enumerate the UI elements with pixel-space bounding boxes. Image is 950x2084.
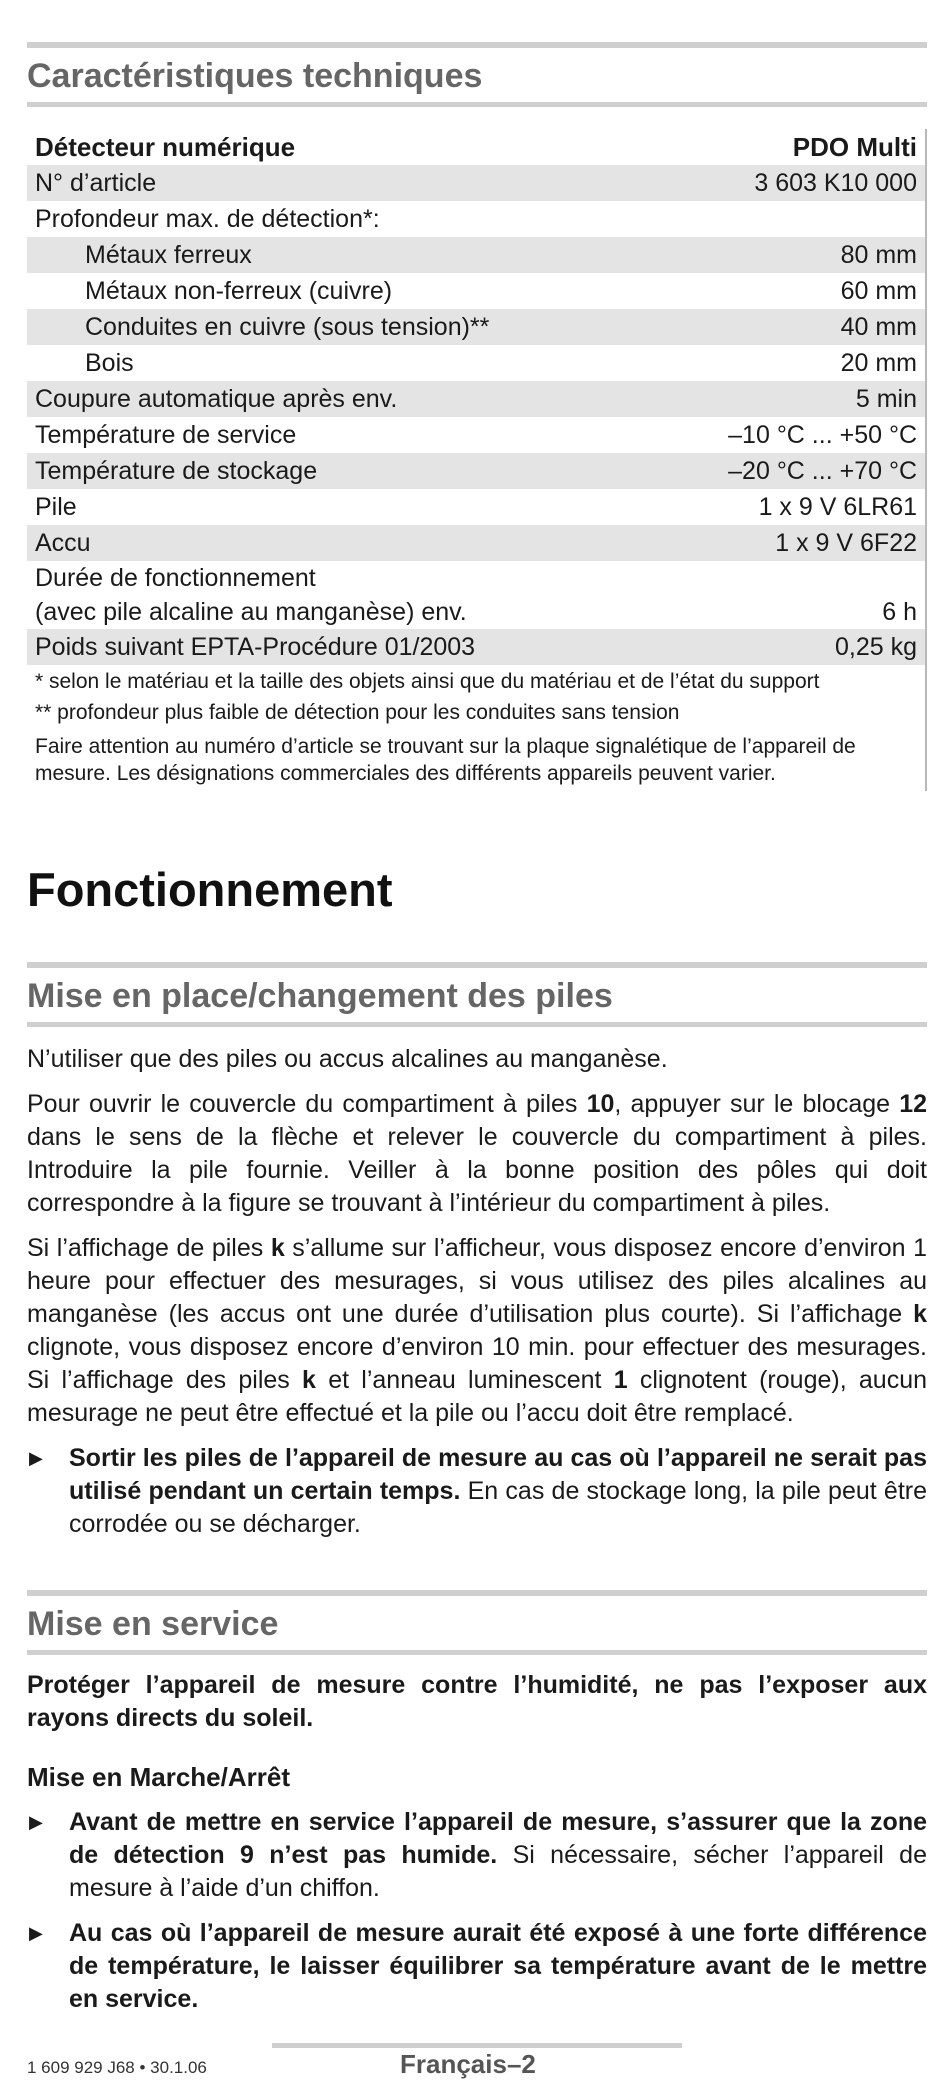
batteries-bullet <box>27 1442 927 1541</box>
spec-row <box>27 381 925 417</box>
footer-code: 1 609 929 J68 • 30.1.06 <box>27 2058 207 2077</box>
spec-row <box>27 237 925 273</box>
spec-row <box>27 165 925 201</box>
spec-row <box>27 629 925 665</box>
spec-label: Profondeur max. de détection*: <box>35 205 380 233</box>
spec-label: Conduites en cuivre (sous tension)** <box>85 313 490 341</box>
batteries-paragraph-2: Pour ouvrir le couvercle du compartiment à piles 10, appuyer sur le blocage 12 dans le sens de la flèche et relever le couvercle du compartiment à piles. Introduire la pile fournie. Veiller à la bonne position des pôles qui doit correspondre à la figure se trouvant à l’intérieur du compartiment à piles. <box>27 1090 927 1217</box>
spec-value: 80 mm <box>840 241 917 269</box>
spec-label: Métaux ferreux <box>85 241 252 269</box>
spec-value: 1 x 9 V 6LR61 <box>758 493 917 521</box>
spec-label: Bois <box>85 349 134 377</box>
spec-row <box>27 489 925 525</box>
batteries-paragraph-1: N’utiliser que des piles ou accus alcalines au manganèse. <box>27 1045 668 1073</box>
spec-header-label: Détecteur numérique <box>35 132 296 162</box>
footer-page-label: Français–2 <box>400 2049 536 2079</box>
batteries-section <box>27 962 927 1553</box>
bullet-arrow-icon: ▶ <box>29 1812 43 1832</box>
spec-header-value: PDO Multi <box>792 132 917 162</box>
section-rule-bottom <box>27 102 927 107</box>
spec-label: Métaux non-ferreux (cuivre) <box>85 277 393 305</box>
spec-value: –20 °C ... +70 °C <box>728 457 917 485</box>
spec-row <box>27 309 925 345</box>
spec-table <box>27 129 927 791</box>
spec-header-row <box>27 129 925 165</box>
spec-row <box>27 417 925 453</box>
service-bullet-1 <box>27 1806 927 1905</box>
footnote-2: ** profondeur plus faible de détection pour les conduites sans tension <box>35 701 680 724</box>
spec-label: Poids suivant EPTA-Procédure 01/2003 <box>35 633 476 661</box>
bullet-text: Au cas où l’appareil de mesure aurait été exposé à une forte différence de température, le laisser équilibrer sa température avant de le mettre en service. <box>69 1919 927 2013</box>
service-title: Mise en service <box>27 1605 279 1643</box>
spec-value: 3 603 K10 000 <box>754 169 917 197</box>
spec-row <box>27 345 925 381</box>
tech-section-title: Caractéristiques techniques <box>27 57 483 95</box>
batteries-title: Mise en place/changement des piles <box>27 977 613 1015</box>
spec-value: 40 mm <box>840 313 917 341</box>
spec-label-line2: (avec pile alcaline au manganèse) env. <box>35 598 467 626</box>
batteries-paragraph-3: Si l’affichage de piles k s’allume sur l’afficheur, vous disposez encore d’environ 1 heure pour effectuer des mesurages, si vous utilisez des piles alcalines au manganèse (les accus ont une durée d’utilisation plus courte). Si l’affichage k clignote, vous disposez encore d’environ 10 min. pour effectuer des mesurages. Si l’affichage des piles k et l’anneau luminescent 1 clignotent (rouge), aucun mesurage ne peut être effectué et la pile ou l’accu doit être remplacé. <box>27 1234 928 1427</box>
footnote-1: * selon le matériau et la taille des objets ainsi que du matériau et de l’état du support <box>35 670 820 693</box>
bullet-arrow-icon: ▶ <box>29 1923 43 1943</box>
tech-section <box>27 42 927 791</box>
spec-value: 6 h <box>882 598 917 626</box>
spec-label: Température de service <box>35 421 297 449</box>
bullet-text: Sortir les piles de l’appareil de mesure au cas où l’appareil ne serait pas utilisé pendant un certain temps. En cas de stockage long, la pile peut être corrodée ou se décharger. <box>69 1444 927 1538</box>
spec-value: 60 mm <box>840 277 917 305</box>
spec-row <box>27 453 925 489</box>
spec-value: –10 °C ... +50 °C <box>728 421 917 449</box>
service-bullet-2 <box>27 1917 927 2016</box>
spec-row <box>27 201 925 237</box>
service-section <box>27 1590 927 2028</box>
service-warning: Protéger l’appareil de mesure contre l’humidité, ne pas l’exposer aux rayons directs du soleil. <box>27 1671 927 1732</box>
spec-label: N° d’article <box>35 169 157 197</box>
spec-label <box>35 561 467 629</box>
spec-value: 5 min <box>855 385 917 413</box>
spec-value: 0,25 kg <box>834 633 917 661</box>
spec-row <box>27 273 925 309</box>
spec-label: Pile <box>35 493 77 521</box>
article-note: Faire attention au numéro d’article se trouvant sur la plaque signalétique de l’appareil de mesure. Les désignations commerciales des différents appareils peuvent varier. <box>35 735 856 785</box>
main-title: Fonctionnement <box>27 863 393 916</box>
spec-label: Accu <box>35 529 91 557</box>
bullet-text: Avant de mettre en service l’appareil de mesure, s’assurer que la zone de détection 9 n’est pas humide. Si nécessaire, sécher l’appareil de mesure à l’aide d’un chiffon. <box>69 1808 927 1902</box>
spec-row <box>27 561 925 629</box>
service-subtitle: Mise en Marche/Arrêt <box>27 1762 290 1792</box>
spec-label-line1: Durée de fonctionnement <box>35 564 316 592</box>
spec-label: Coupure automatique après env. <box>35 385 398 413</box>
footer-rule <box>272 2043 682 2048</box>
bullet-arrow-icon: ▶ <box>29 1448 43 1468</box>
spec-row <box>27 525 925 561</box>
spec-value: 1 x 9 V 6F22 <box>775 529 917 557</box>
spec-label: Température de stockage <box>35 457 318 485</box>
spec-value: 20 mm <box>840 349 917 377</box>
